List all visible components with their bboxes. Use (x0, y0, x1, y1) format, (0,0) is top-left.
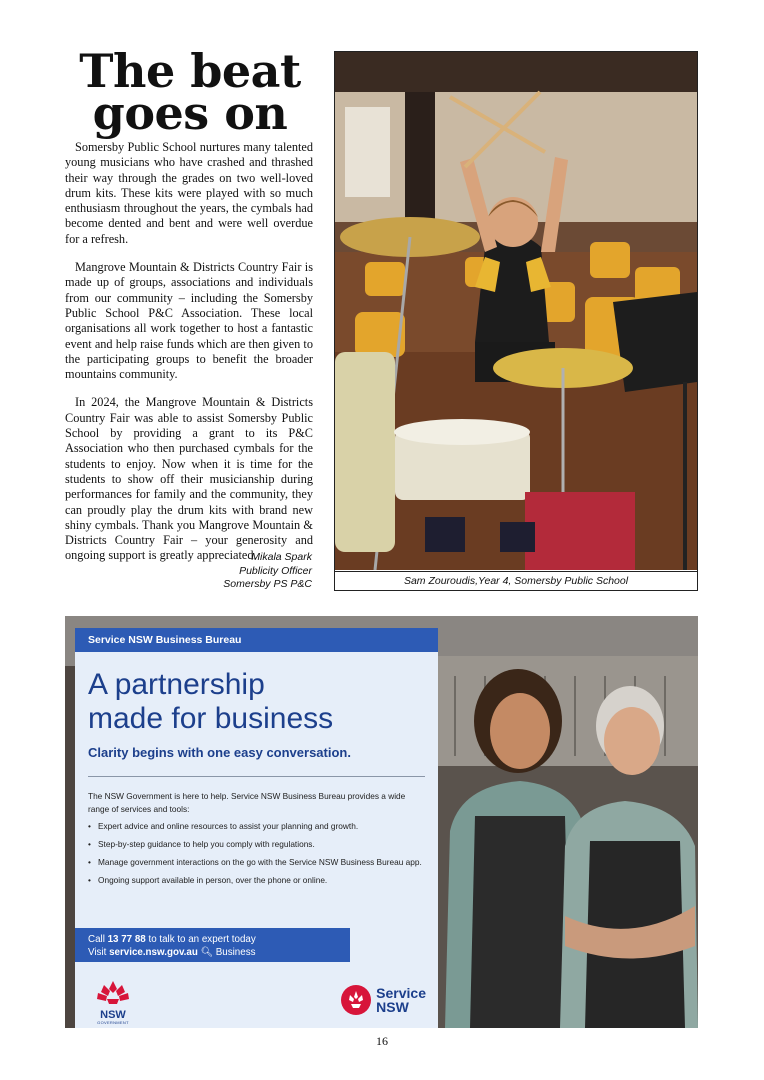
ad-title-line-1: A partnership (88, 668, 265, 701)
ad-bullet-list (88, 820, 425, 886)
cta-call-prefix: Call (88, 934, 108, 945)
ad-intro: The NSW Government is here to help. Service NSW Business Bureau provides a wide range of services and tools: (88, 791, 406, 814)
nsw-government-logo (88, 979, 138, 1025)
cta-phone-number[interactable]: 13 77 88 (107, 934, 146, 945)
service-nsw-line-1: Service (376, 985, 426, 1001)
service-nsw-logo (341, 985, 426, 1015)
ad-header-bar: Service NSW Business Bureau (75, 628, 438, 652)
service-nsw-line-2: NSW (376, 999, 409, 1015)
search-icon: 🔍︎ (200, 947, 213, 958)
byline (223, 551, 312, 592)
cta-visit-line (88, 946, 350, 959)
ad-bullet: • Ongoing support available in person, over the phone or online. (88, 874, 425, 886)
service-nsw-wordmark (376, 986, 426, 1014)
service-nsw-waratah-icon (341, 985, 371, 1015)
ad-bullet: • Expert advice and online resources to assist your planning and growth. (88, 820, 425, 832)
cta-call-suffix: to talk to an expert today (145, 934, 256, 945)
cta-call-line (88, 933, 350, 946)
ad-text-panel (75, 628, 438, 1028)
headline-line-2: goes on (92, 86, 288, 140)
byline-name: Mikala Spark (251, 551, 312, 563)
ad-call-to-action (75, 928, 350, 962)
byline-org: Somersby PS P&C (223, 578, 312, 590)
ad-subtitle: Clarity begins with one easy conversation. (88, 745, 351, 760)
photo-frame (334, 51, 698, 591)
cta-website-link[interactable]: service.nsw.gov.au (109, 947, 198, 958)
drummer-photo (335, 52, 697, 570)
ad-bullet: • Step-by-step guidance to help you comply with regulations. (88, 838, 425, 850)
nsw-logo-text: NSW (100, 1009, 126, 1021)
ad-title (88, 668, 438, 736)
page-number: 16 (376, 1034, 388, 1048)
photo-caption: Sam Zouroudis,Year 4, Somersby Public School (335, 571, 697, 591)
article-body (65, 140, 313, 577)
waratah-icon (95, 979, 131, 1005)
byline-role: Publicity Officer (239, 564, 312, 577)
article-paragraph: Somersby Public School nurtures many talented young musicians who have crashed and thrashed their way through the grades on two well-loved drum kits. These kits were played with so much enthusiasm throughout the years, the cymbals had become dented and bent and were well overdue for a refresh. (65, 140, 313, 246)
ad-divider (88, 776, 425, 777)
article-paragraph: Mangrove Mountain & Districts Country Fair is made up of groups, associations and individuals from our community – including the Somersby Public School P&C Association. These local organisations all work together to host a fantastic event and help raise funds which are then given to the participating groups to benefit the broader mountains community. (65, 260, 313, 382)
article-paragraph: In 2024, the Mangrove Mountain & Districts Country Fair was able to assist Somersby Public School by providing a grant to its P&C Association who then purchased cymbals for the students to enjoy. Now when it is time for the students to show off their musicianship during performances for family and the community, they can proudly play the drum kits with brand new shiny cymbals. Thank you Mangrove Mountain & Districts Country Fair – your generosity and ongoing support is greatly appreciated. (65, 395, 313, 563)
ad-bullet: • Manage government interactions on the go with the Service NSW Business Bureau app. (88, 856, 425, 868)
headline-line-1: The beat (79, 44, 301, 98)
cta-search-term: Business (215, 947, 256, 958)
article-headline (70, 44, 310, 140)
ad-title-line-2: made for business (88, 702, 334, 735)
cta-visit-prefix: Visit (88, 947, 110, 958)
service-nsw-ad (65, 616, 698, 1028)
nsw-logo-subtext: GOVERNMENT (97, 1020, 129, 1025)
